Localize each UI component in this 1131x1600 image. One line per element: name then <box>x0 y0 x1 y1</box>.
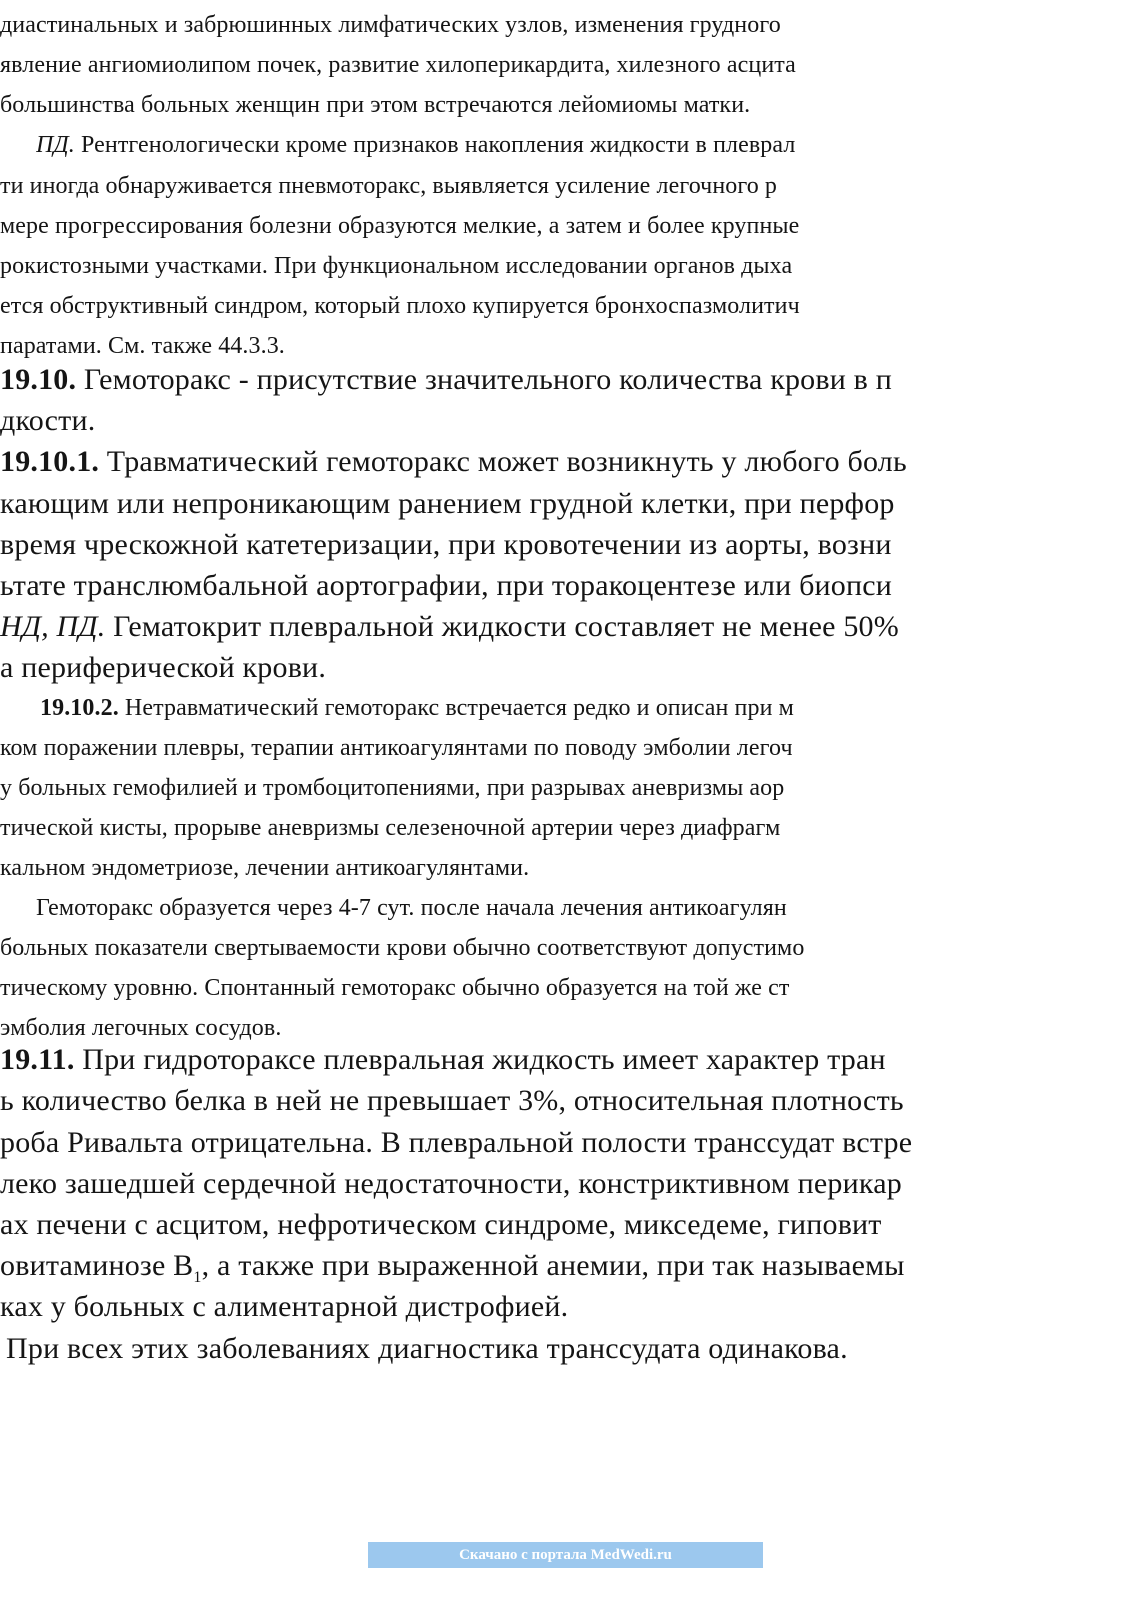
text-line: 19.10.1. Травматический гемоторакс может возникнуть у любого боль <box>0 445 907 478</box>
text-line: у больных гемофилией и тромбоцитопениями, при разрывах аневризмы аор <box>0 775 785 801</box>
text-line: а периферической крови. <box>0 651 327 684</box>
text-line: паратами. См. также 44.3.3. <box>0 333 285 359</box>
text-line: большинства больных женщин при этом встречаются лейомиомы матки. <box>0 92 751 118</box>
section-marker: НД, ПД. <box>0 610 106 643</box>
text-line: леко зашедшей сердечной недостаточности, констриктивном перикар <box>0 1167 902 1200</box>
section-number: 19.10. <box>0 363 77 396</box>
text-line: больных показатели свертываемости крови обычно соответствуют допустимо <box>0 935 805 961</box>
text-line: роба Ривальта отрицательна. В плевральной полости транссудат встре <box>0 1126 913 1159</box>
section-number: 19.10.2. <box>40 695 119 721</box>
text-line: овитаминозе $B_1$, а также при выраженной анемии, при так называемы <box>0 1249 905 1286</box>
section-number: 19.11. <box>0 1043 75 1076</box>
text-line: При всех этих заболеваниях диагностика транссудата одинакова. <box>6 1332 848 1365</box>
text-line: тическому уровню. Спонтанный гемоторакс обычно образуется на той же ст <box>0 975 790 1001</box>
text-line: ьтате транслюмбальной аортографии, при торакоцентезе или биопси <box>0 569 893 602</box>
text-line: диастинальных и забрюшинных лимфатических узлов, изменения грудного <box>0 12 781 38</box>
text-line: 19.10.2. Нетравматический гемоторакс встречается редко и описан при м <box>40 695 794 721</box>
text-line: ах печени с асцитом, нефротическом синдроме, микседеме, гиповит <box>0 1208 882 1241</box>
subscript: 1 <box>193 1269 202 1286</box>
text-line: НД, ПД. Гематокрит плевральной жидкости составляет не менее 50% <box>0 610 899 643</box>
watermark-banner: Скачано с портала MedWedi.ru <box>368 1542 763 1568</box>
text-line: ь количество белка в ней не превышает 3%, относительная плотность <box>0 1084 904 1117</box>
text-line: явление ангиомиолипом почек, развитие хилоперикардита, хилезного асцита <box>0 52 796 78</box>
text-line: 19.11. При гидротораксе плевральная жидкость имеет характер тран <box>0 1043 886 1076</box>
text-line: 19.10. Гемоторакс - присутствие значительного количества крови в п <box>0 363 893 396</box>
section-number: 19.10.1. <box>0 445 100 478</box>
text-line: рокистозными участками. При функциональном исследовании органов дыха <box>0 253 793 279</box>
text-line: время чрескожной катетеризации, при кровотечении из аорты, возни <box>0 528 892 561</box>
text-line: ется обструктивный синдром, который плохо купируется бронхоспазмолитич <box>0 293 800 319</box>
text-line: ком поражении плевры, терапии антикоагулянтами по поводу эмболии легоч <box>0 735 793 761</box>
text-line: мере прогрессирования болезни образуются мелкие, а затем и более крупные <box>0 213 800 239</box>
text-line: дкости. <box>0 404 96 437</box>
section-marker: ПД. <box>36 132 75 158</box>
text-line: ках у больных с алиментарной дистрофией. <box>0 1290 569 1323</box>
text-line: ПД. Рентгенологически кроме признаков накопления жидкости в плеврал <box>36 132 796 158</box>
text-line: эмболия легочных сосудов. <box>0 1015 282 1041</box>
text-line: Гемоторакс образуется через 4-7 сут. после начала лечения антикоагулян <box>36 895 787 921</box>
text-line: ти иногда обнаруживается пневмоторакс, выявляется усиление легочного р <box>0 173 778 199</box>
text-line: кальном эндометриозе, лечении антикоагулянтами. <box>0 855 530 881</box>
text-line: кающим или непроникающим ранением грудной клетки, при перфор <box>0 487 895 520</box>
text-line: тической кисты, прорыве аневризмы селезеночной артерии через диафрагм <box>0 815 781 841</box>
